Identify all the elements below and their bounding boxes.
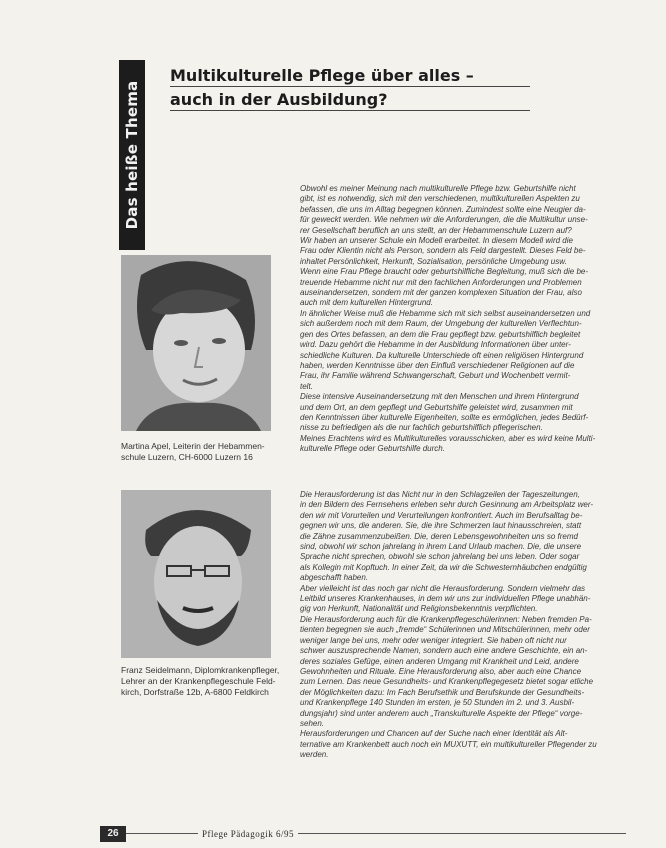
caption-1-line-1: Martina Apel, Leiterin der Hebammen- [121,441,265,451]
section-tab [119,60,145,250]
text-line: schwer auszusprechende Namen, sondern auch eine andere Geschichte, ein an- [300,646,588,656]
text-line: kulturelle Pflege oder Geburtshilfe durch. [300,444,445,454]
text-line: den Kenntnissen über kulturelle Eigenheiten, sollte es ermöglichen, jedes Bedürf- [300,412,589,422]
page-number: 26 [100,826,126,842]
journal-name: Pflege Pädagogik 6/95 [198,829,298,839]
text-line: werden. [300,750,329,760]
text-line: sind, obwohl wir schon jahrelang in ihrem Land Urlaub machen. Die, die unsere [300,542,582,552]
headline-rule-2 [170,110,530,111]
text-line: sich außerdem noch mit dem Raum, der Umgebung der kulturellen Verflechtun- [300,319,582,329]
text-line: gegnen wir uns, die anderen. Sie, die ihre Schmerzen laut hinausschreien, statt [300,521,582,531]
text-line: und dem Ort, an dem gepflegt und Geburtshilfe geleistet wird, zusammen mit [300,402,573,412]
author-caption-1 [121,441,286,463]
text-line: weniger lange bei uns, mehr oder weniger integriert. Sie haben oft nicht nur [300,635,567,645]
text-line: telt. [300,381,313,391]
text-line: als Kollegin mit Kopftuch. In einer Zeit, da wir die Schwesternhäubchen endgültig [300,562,587,572]
text-line: inhaltet Persönlichkeit, Herkunft, Sozialisation, persönliche Umgebung usw. [300,256,567,266]
text-line: tienten begegnen sie auch „fremde“ Schülerinnen und Mitschülerinnen, mehr oder [300,625,590,635]
text-line: gen des Ortes befassen, an dem die Frau gepflegt bzw. geburtshilflich begleitet [300,329,581,339]
section-tab-label: Das heiße Thema [123,80,141,230]
text-line: schiedliche Kulturen. Da kulturelle Unterschiede oft einen religiösen Hintergrund [300,350,584,360]
text-line: haben, werden Kenntnisse über den Einfluß verschiedener Religionen auf die [300,360,575,370]
text-line: Sprache nicht sprechen, obwohl sie schon jahrelang bei uns leben. Oder sogar [300,552,580,562]
text-line: Diese intensive Auseinandersetzung mit den Menschen und ihrem Hintergrund [300,392,579,402]
portrait-image-1 [121,255,271,431]
caption-2-line-3: kirch, Dorfstraße 12b, A-6800 Feldkirch [121,687,269,697]
article-text-2 [300,490,652,761]
text-line: und Krankenpflege 140 Stunden im ersten, je 50 Stunden im 2. und 3. Ausbil- [300,698,575,708]
caption-1-line-2: schule Luzern, CH-6000 Luzern 16 [121,452,253,462]
text-line: befassen, die uns im Alltag begegnen können. Zumindest sollte eine Neugier da- [300,204,586,214]
article-text-1 [300,184,652,455]
text-line: treuende Hebamme nicht nur mit den fachlichen Anforderungen und Problemen [300,277,582,287]
text-line: Frau oder Klientin nicht als Person, sondern als Feld dargestellt. Dieses Feld be- [300,246,586,256]
text-line: ternative am Krankenbett auch noch ein MUXUTT, ein multikultureller Pflegender zu [300,739,597,749]
text-line: sehen. [300,718,325,728]
text-line: Obwohl es meiner Meinung nach multikulturelle Pflege bzw. Geburtshilfe nicht [300,184,576,193]
text-line: rer Gesellschaft beruflich an uns stellt, an der Hebammenschule Luzern auf? [300,225,572,235]
text-line: Aber vielleicht ist das noch gar nicht die Herausforderung. Sondern vielmehr das [300,583,586,593]
text-line: gibt, ist es notwendig, sich mit den verschiedenen, multikulturellen Aspekten zu [300,194,580,204]
text-line: Die Herausforderung auch für die Krankenpflegeschülerinnen: Neben fremden Pa- [300,614,592,624]
text-line: Meines Erachtens wird es Multikulturelles vorausschicken, aber es wird keine Multi- [300,433,596,443]
text-line: Wir haben an unserer Schule ein Modell erarbeitet. In diesem Modell wird die [300,236,573,246]
text-line: zum Lernen. Das neue Gesundheits- und Krankenpflegegesetz bietet sogar etliche [300,677,594,687]
text-line: für geweckt werden. Wie nehmen wir die Anforderungen, die die Multikultur unse- [300,215,588,225]
text-line: dungsjahr) sind unter anderem auch „Transkulturelle Aspekte der Pflege“ vorge- [300,708,583,718]
text-line: deres soziales Gefüge, einen anderen Umgang mit Krankheit und Leid, andere [300,656,579,666]
text-line: Frau, ihr Familie während Schwangerschaft, Geburt und Wochenbett vermit- [300,371,571,381]
text-line: auseinandersetzen, sondern mit der ganzen komplexen Situation der Frau, also [300,288,582,298]
text-line: Herausforderungen und Chancen auf der Suche nach einer Identität als Alt- [300,729,568,739]
headline-line-1: Multikulturelle Pflege über alles – [170,66,474,85]
text-line: die Zähne zusammenzubeißen. Die, deren Lebensgewohnheiten uns so fremd [300,531,578,541]
headline-rule-1 [170,86,530,87]
caption-2-line-2: Lehrer an der Krankenpflegeschule Feld- [121,676,276,686]
text-line: gig von Herkunft, Nationalität und Religionsbekenntnis verpflichten. [300,604,538,614]
author-photo-1 [121,255,271,431]
caption-2-line-1: Franz Seidelmann, Diplomkrankenpfleger, [121,665,280,675]
text-line: den wir mit Vorurteilen und Verurteilungen konfrontiert. Auch im Berufsalltag be- [300,510,583,520]
author-photo-2 [121,490,271,658]
text-line: Wenn eine Frau Pflege braucht oder geburtshilfliche Begleitung, muß sich die be- [300,267,589,277]
text-line: nisse zu befriedigen als die nur fachlich geburtshilflich pflegerischen. [300,423,543,433]
text-line: wird. Dazu gehört die Hebamme in der Ausbildung Informationen über unter- [300,340,571,350]
author-caption-2 [121,665,286,698]
text-line: Gewohnheiten und Rituale. Eine Herausforderung also, aber auch eine Chance [300,666,582,676]
text-line: In ähnlicher Weise muß die Hebamme sich mit sich selbst auseinandersetzen und [300,308,591,318]
text-line: in den Bildern des Fernsehens erleben sehr durch Gesinnung am Arbeitsplatz wer- [300,500,594,510]
text-line: Leitbild unseres Krankenhauses, in dem wir uns zur individuellen Pflege unabhän- [300,594,591,604]
text-line: abgeschafft haben. [300,573,369,583]
text-line: der Möglichkeiten dazu: Im Fach Berufsethik und Berufskunde der Gesundheits- [300,687,585,697]
text-line: Die Herausforderung ist das Nicht nur in den Schlagzeilen der Tageszeitungen, [300,490,580,499]
portrait-image-2 [121,490,271,658]
headline-line-2: auch in der Ausbildung? [170,90,388,109]
text-line: auch mit dem kulturellen Hintergrund. [300,298,433,308]
